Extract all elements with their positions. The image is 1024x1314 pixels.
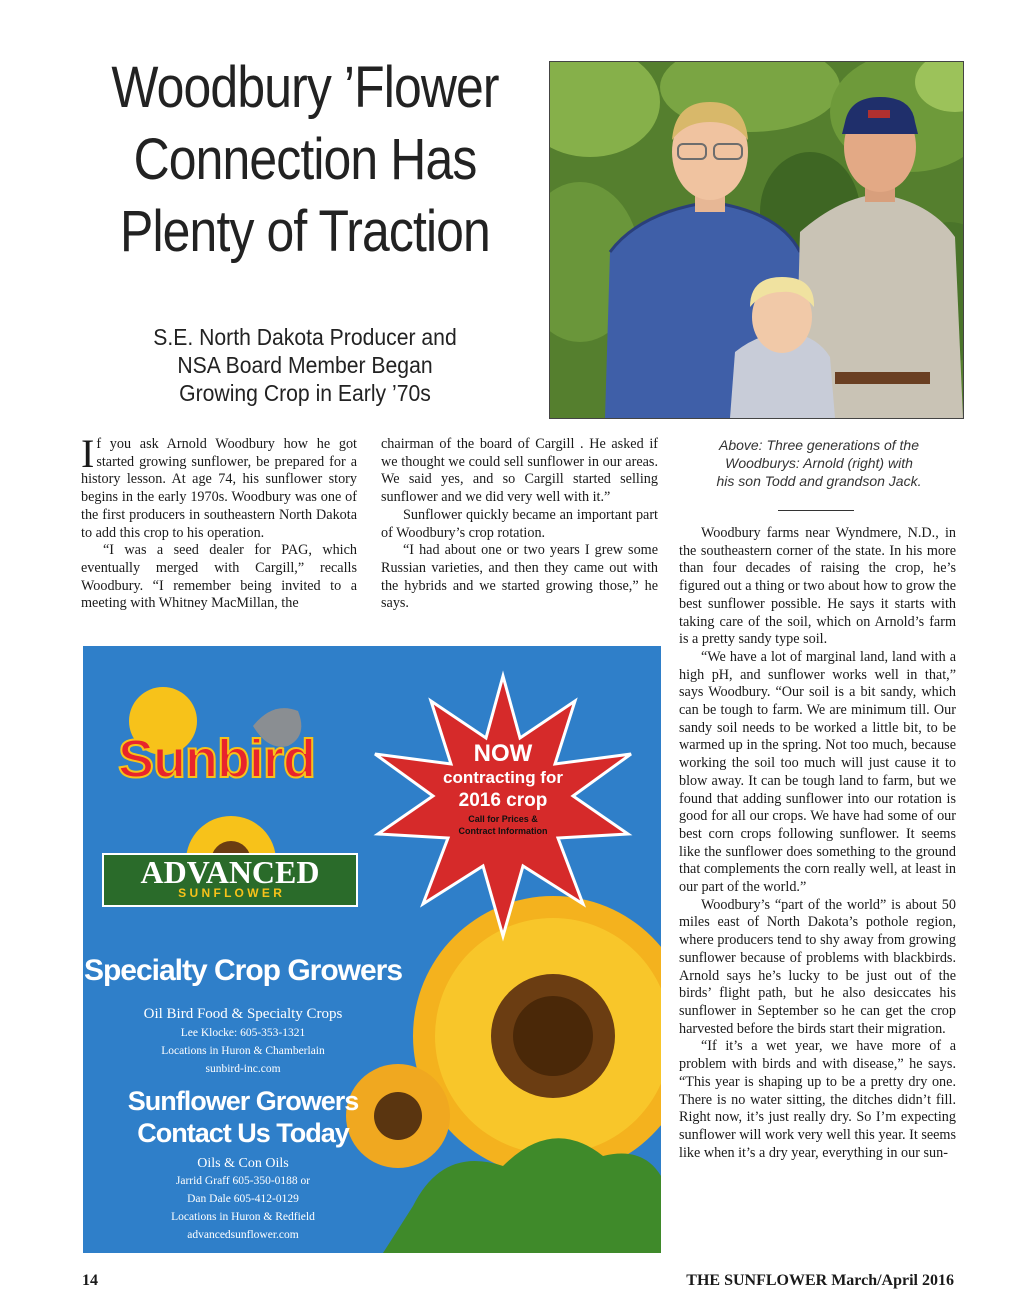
subhead-line: NSA Board Member Began [177, 352, 433, 378]
article-subheadline [135, 323, 475, 407]
sunbird-logo: Sunbird [118, 729, 315, 789]
paragraph: “If it’s a wet year, we have more of a problem with birds and with disease,” he says. “This year is shaping up to be a pretty dry one. There is no water sitting, the ditches didn’t fill. Right now, it’s just really dry. So I’m expecting sunflower will work very well this year. It seems like when it’s a dry year, everything in our sun- [679, 1038, 956, 1161]
subhead-line: S.E. North Dakota Producer and [153, 324, 457, 350]
article-column-1 [81, 431, 357, 613]
starburst-small-line: Contract Information [458, 826, 548, 836]
starburst-line: NOW [473, 740, 533, 767]
publication-footer: THE SUNFLOWER March/April 2016 [686, 1272, 954, 1289]
ad-line: Locations in Huron & Chamberlain [161, 1045, 325, 1057]
paragraph-text: f you ask Arnold Woodbury how he got started growing sunflower, be prepared for a history lesson. At age 74, his sunflower story begins in the early 1970s. Woodbury was one of the first producers in southeastern North Dakota to add this crop to his operation. [81, 436, 357, 541]
paragraph: “I had about one or two years I grew some Russian varieties, and then they came out with the hybrids and we started growing those,” he says. [381, 542, 658, 612]
ad-line: Dan Dale 605-412-0129 [187, 1193, 299, 1205]
photo-caption [679, 436, 959, 490]
caption-line: Woodburys: Arnold (right) with [725, 455, 913, 471]
caption-line: Above: Three generations of the [718, 437, 920, 453]
paragraph: Sunflower quickly became an important part of Woodbury’s crop rotation. [381, 506, 658, 541]
sunflower-art-large [413, 896, 661, 1176]
advanced-logo-sub: S U N F L O W E R [178, 886, 282, 900]
paragraph: “We have a lot of marginal land, land with a high pH, and sunflower works well in that,” says Woodbury. “Our soil is a bit sandy, which can be tough to farm. We are minimum till. Our sandy soil needs to be worked a little bit, to be warmed up in the spring. Not too much, because working the soil too much will just cause it to blow away. It can be tough land to farm, but we found that adding sunflower into our rotation is good for all our crops. We have had some of our best corn crops following sunflower. It seems like the sunflower does something to the ground that complements the corn really well, at least in our part of the world.” [679, 648, 956, 896]
article-headline [103, 52, 507, 268]
article-column-3 [679, 525, 956, 1162]
page-number: 14 [82, 1272, 98, 1289]
subhead-line: Growing Crop in Early ’70s [179, 380, 431, 406]
ad-line: Oil Bird Food & Specialty Crops [143, 1006, 343, 1022]
advanced-logo: ADVANCED [140, 854, 320, 890]
ad-link[interactable]: advancedsunflower.com [187, 1229, 299, 1241]
ad-line: Oils & Con Oils [197, 1156, 289, 1171]
starburst-line: 2016 crop [458, 790, 548, 811]
ad-link[interactable]: sunbird-inc.com [205, 1063, 281, 1075]
ad-heading-growers: Sunflower Growers [127, 1086, 359, 1116]
paragraph: chairman of the board of Cargill . He asked if we thought we could sell sunflower in our areas. We said yes, and so Cargill started selling sunflower and we did very well with it.” [381, 436, 658, 506]
caption-divider [778, 510, 854, 511]
paragraph [81, 431, 357, 542]
paragraph: Woodbury farms near Wyndmere, N.D., in the southeastern corner of the state. In his more than four decades of raising the crop, he’s figured out a thing or two about how to grow the best sunflower possible. He says it starts with taking care of the soil, which on Arnold’s farm is a pretty sandy type soil. [679, 525, 956, 648]
ad-heading-specialty: Specialty Crop Growers [83, 954, 403, 987]
paragraph: “I was a seed dealer for PAG, which eventually merged with Cargill,” recalls Woodbury. “I remember being invited to a meeting with Whitney MacMillan, the [81, 542, 357, 612]
starburst-small-line: Call for Prices & [468, 814, 538, 824]
ad-line: Lee Klocke: 605-353-1321 [180, 1027, 306, 1039]
article-column-2 [381, 436, 658, 613]
ad-heading-contact: Contact Us Today [137, 1118, 349, 1148]
starburst-line: contracting for [443, 768, 563, 787]
ad-line: Locations in Huron & Redfield [171, 1211, 315, 1223]
caption-line: his son Todd and grandson Jack. [716, 473, 922, 489]
paragraph: Woodbury’s “part of the world” is about 50 miles east of North Dakota’s pothole region, where producers tend to shy away from growing sunflower because of problems with blackbirds. Arnold says he’s lucky to be just out of the birds’ flight path, but he also desiccates his sunflower in September so he can get the crop harvested before the birds start their migration. [679, 896, 956, 1037]
starburst-text [413, 741, 593, 837]
headline-line: Connection Has [133, 127, 477, 192]
headline-line: Plenty of Traction [120, 199, 490, 264]
headline-line: Woodbury ’Flower [111, 55, 499, 120]
family-photo [549, 61, 964, 419]
ad-line: Jarrid Graff 605-350-0188 or [175, 1175, 311, 1187]
drop-cap: I [81, 431, 95, 476]
advertisement [83, 646, 661, 1253]
